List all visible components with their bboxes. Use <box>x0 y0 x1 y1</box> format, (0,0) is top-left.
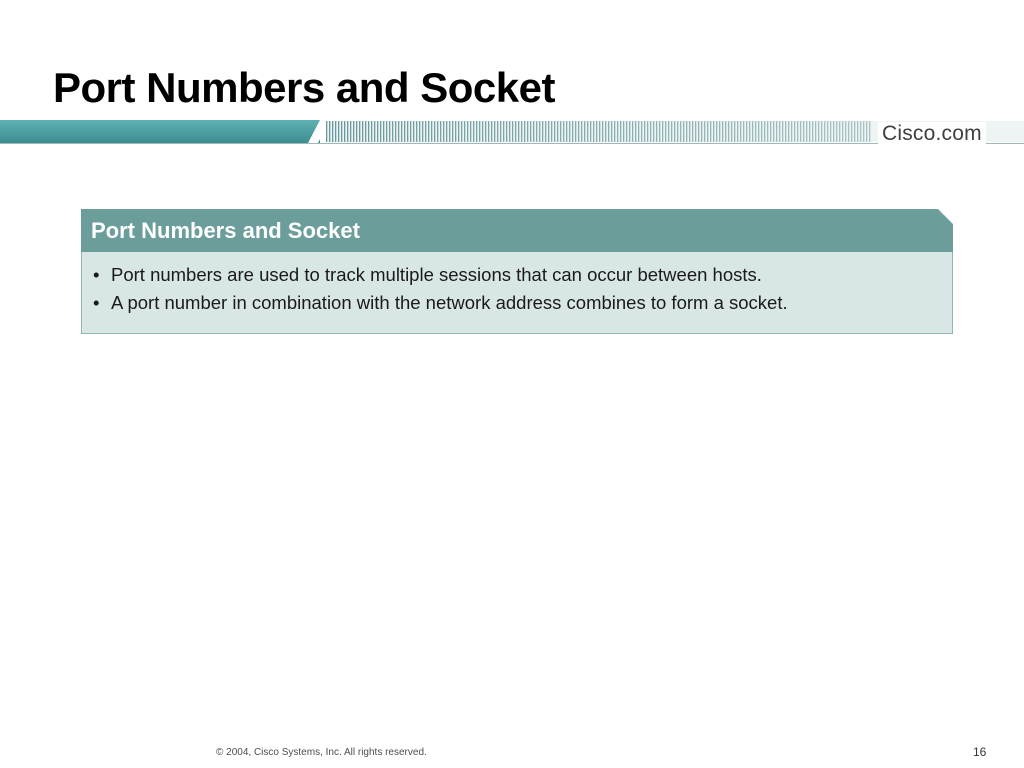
title-bar-stripe <box>587 121 588 142</box>
title-bar-stripe <box>647 121 648 142</box>
title-bar-stripe <box>602 121 603 142</box>
list-item-text: A port number in combination with the network address combines to form a socket. <box>111 292 788 313</box>
title-bar-stripe <box>434 121 435 142</box>
title-bar-stripe <box>473 121 474 142</box>
title-bar-stripe <box>626 121 627 142</box>
title-bar-stripe <box>686 121 687 142</box>
title-bar-stripe <box>440 121 441 142</box>
title-bar-stripe <box>446 121 447 142</box>
title-bar-stripe <box>368 121 369 142</box>
title-bar-stripe <box>536 121 537 142</box>
title-bar-stripe <box>605 121 606 142</box>
title-bar-stripe <box>464 121 465 142</box>
title-bar-stripe <box>611 121 612 142</box>
title-bar-stripe <box>371 121 372 142</box>
title-bar-stripe <box>632 121 633 142</box>
title-bar-stripe <box>866 121 867 142</box>
title-bar-stripe <box>692 121 693 142</box>
title-bar-stripe <box>410 121 411 142</box>
bullet-icon: • <box>93 292 100 313</box>
title-bar-stripe <box>737 121 738 142</box>
title-bar-stripe <box>869 121 870 142</box>
title-bar-stripe <box>749 121 750 142</box>
title-bar-stripe <box>812 121 813 142</box>
title-bar-stripe <box>548 121 549 142</box>
title-bar-stripe <box>761 121 762 142</box>
title-bar-stripe <box>494 121 495 142</box>
title-bar-stripe <box>455 121 456 142</box>
title-bar-stripe <box>578 121 579 142</box>
title-bar-stripe <box>623 121 624 142</box>
title-bar-stripe <box>638 121 639 142</box>
title-bar-stripe <box>563 121 564 142</box>
title-bar-stripe <box>461 121 462 142</box>
title-bar-stripe <box>728 121 729 142</box>
title-bar-stripe <box>599 121 600 142</box>
title-bar-stripe <box>716 121 717 142</box>
title-bar-stripe <box>542 121 543 142</box>
title-bar-stripe <box>722 121 723 142</box>
title-bar-stripe <box>725 121 726 142</box>
title-bar-stripe <box>845 121 846 142</box>
title-bar-stripe <box>839 121 840 142</box>
title-bar-stripe <box>734 121 735 142</box>
title-bar-stripe <box>764 121 765 142</box>
title-bar-stripe <box>809 121 810 142</box>
page-number: 16 <box>973 745 987 759</box>
title-bar-stripe <box>359 121 360 142</box>
title-bar-stripe <box>665 121 666 142</box>
slide-title: Port Numbers and Socket <box>53 64 555 111</box>
title-bar-stripe <box>506 121 507 142</box>
title-bar-stripe <box>380 121 381 142</box>
title-bar-stripe <box>815 121 816 142</box>
title-bar-stripe <box>575 121 576 142</box>
title-bar-stripe <box>713 121 714 142</box>
title-bar-stripe <box>653 121 654 142</box>
title-bar-stripe <box>782 121 783 142</box>
title-bar-stripe <box>608 121 609 142</box>
title-bar-stripe <box>362 121 363 142</box>
title-bar-stripe <box>560 121 561 142</box>
title-bar-stripe <box>395 121 396 142</box>
title-bar-stripe <box>338 121 339 142</box>
title-bar-stripe <box>488 121 489 142</box>
title-bar-stripe <box>818 121 819 142</box>
title-bar-stripe <box>512 121 513 142</box>
title-bar-stripe <box>554 121 555 142</box>
title-bar-stripe <box>833 121 834 142</box>
title-bar-stripe <box>530 121 531 142</box>
title-bar-stripe <box>524 121 525 142</box>
title-bar-stripe <box>719 121 720 142</box>
title-bar-stripe <box>401 121 402 142</box>
title-bar-stripe <box>758 121 759 142</box>
title-bar-stripe <box>770 121 771 142</box>
title-bar-stripe <box>776 121 777 142</box>
title-bar-stripe <box>797 121 798 142</box>
title-bar-stripe <box>641 121 642 142</box>
title-bar-stripe <box>854 121 855 142</box>
title-bar-stripe <box>701 121 702 142</box>
title-bar-stripe <box>740 121 741 142</box>
title-bar-stripe <box>353 121 354 142</box>
title-bar-stripe <box>674 121 675 142</box>
title-bar-stripe <box>788 121 789 142</box>
title-bar-stripe <box>398 121 399 142</box>
title-bar-stripe <box>860 121 861 142</box>
title-bar-stripe <box>452 121 453 142</box>
title-bar-stripe <box>791 121 792 142</box>
title-bar-stripe <box>614 121 615 142</box>
title-bar-stripe <box>527 121 528 142</box>
title-bar-stripe <box>842 121 843 142</box>
title-bar-stripe <box>386 121 387 142</box>
title-bar-stripe <box>425 121 426 142</box>
title-bar-stripe <box>707 121 708 142</box>
title-bar-stripe <box>671 121 672 142</box>
title-bar-stripe <box>428 121 429 142</box>
title-bar-stripe <box>377 121 378 142</box>
title-bar-stripe <box>581 121 582 142</box>
title-bar-stripe <box>491 121 492 142</box>
title-bar-stripe <box>593 121 594 142</box>
title-bar-stripe <box>695 121 696 142</box>
title-bar-stripe <box>383 121 384 142</box>
bullet-icon: • <box>93 264 100 285</box>
title-bar-stripe <box>827 121 828 142</box>
title-bar-stripe <box>767 121 768 142</box>
title-bar-stripe <box>356 121 357 142</box>
title-bar-stripe <box>677 121 678 142</box>
title-bar-stripe <box>731 121 732 142</box>
title-bar-stripe <box>443 121 444 142</box>
content-box-heading: Port Numbers and Socket <box>91 218 360 243</box>
title-bar-stripe <box>659 121 660 142</box>
footer-copyright: © 2004, Cisco Systems, Inc. All rights reserved. <box>216 747 427 758</box>
title-bar-stripe <box>851 121 852 142</box>
title-bar-stripe <box>863 121 864 142</box>
title-bar-stripe <box>374 121 375 142</box>
title-bar-stripe <box>773 121 774 142</box>
title-bar-stripe <box>656 121 657 142</box>
title-bar-stripe <box>743 121 744 142</box>
list-item <box>91 291 788 319</box>
title-bar-stripe <box>629 121 630 142</box>
title-bar-stripe <box>497 121 498 142</box>
title-bar-stripe <box>539 121 540 142</box>
title-bar-stripe <box>569 121 570 142</box>
title-bar-stripe <box>332 121 333 142</box>
title-bar-stripe <box>470 121 471 142</box>
title-bar-stripe <box>617 121 618 142</box>
title-bar-stripe <box>794 121 795 142</box>
title-bar-stripe <box>416 121 417 142</box>
title-bar-stripe <box>347 121 348 142</box>
title-bar-stripe <box>503 121 504 142</box>
title-bar-stripe <box>545 121 546 142</box>
title-bar-stripe <box>431 121 432 142</box>
title-bar-stripe <box>413 121 414 142</box>
title-bar-stripe <box>335 121 336 142</box>
title-bar-stripe <box>326 121 327 142</box>
list-item-text: Port numbers are used to track multiple sessions that can occur between hosts. <box>111 264 762 285</box>
title-bar-stripe <box>389 121 390 142</box>
title-bar-stripe <box>821 121 822 142</box>
title-bar-stripe <box>830 121 831 142</box>
title-bar-stripe <box>848 121 849 142</box>
title-bar-stripe <box>824 121 825 142</box>
title-bar-stripe <box>407 121 408 142</box>
title-bar-stripe <box>404 121 405 142</box>
title-bar-stripe <box>329 121 330 142</box>
title-bar-stripe <box>572 121 573 142</box>
title-bar-stripe <box>752 121 753 142</box>
title-bar-stripe <box>710 121 711 142</box>
title-bar-stripe <box>551 121 552 142</box>
title-bar-stripe <box>566 121 567 142</box>
title-bar-stripe <box>419 121 420 142</box>
title-bar-stripe <box>785 121 786 142</box>
title-bar-stripe <box>500 121 501 142</box>
title-bar-stripe <box>803 121 804 142</box>
bullet-list <box>91 263 788 319</box>
title-bar-stripe <box>836 121 837 142</box>
title-bar-stripe <box>449 121 450 142</box>
title-bar-stripe <box>635 121 636 142</box>
title-bar-stripe <box>476 121 477 142</box>
title-bar-stripe <box>521 121 522 142</box>
title-bar-stripe <box>515 121 516 142</box>
title-bar-stripe <box>533 121 534 142</box>
title-bar-stripe <box>509 121 510 142</box>
title-bar-stripe <box>392 121 393 142</box>
title-bar-stripe <box>680 121 681 142</box>
title-bar-stripe <box>746 121 747 142</box>
title-bar-stripe <box>350 121 351 142</box>
title-bar-stripe <box>482 121 483 142</box>
content-box <box>81 209 953 334</box>
title-bar-stripe <box>479 121 480 142</box>
title-bar-stripe <box>806 121 807 142</box>
title-bar-stripe <box>596 121 597 142</box>
title-bar-stripe <box>800 121 801 142</box>
title-bar-stripe <box>644 121 645 142</box>
title-bar-stripe <box>584 121 585 142</box>
list-item <box>91 263 788 291</box>
title-bar-stripe <box>704 121 705 142</box>
title-bar-stripe <box>467 121 468 142</box>
title-decoration-bar <box>0 118 1024 145</box>
title-bar-stripe <box>779 121 780 142</box>
title-bar-stripe <box>668 121 669 142</box>
title-bar-stripe <box>458 121 459 142</box>
title-bar-stripe <box>437 121 438 142</box>
title-bar-stripe <box>341 121 342 142</box>
title-bar-stripe <box>485 121 486 142</box>
title-bar-stripe <box>857 121 858 142</box>
title-bar-stripe <box>620 121 621 142</box>
cisco-logo-text: Cisco.com <box>878 122 986 146</box>
title-bar-stripe <box>650 121 651 142</box>
title-bar-stripe <box>662 121 663 142</box>
title-bar-stripe <box>590 121 591 142</box>
title-bar-stripe <box>344 121 345 142</box>
title-bar-stripe <box>683 121 684 142</box>
title-bar-stripe <box>755 121 756 142</box>
title-bar-stripe <box>557 121 558 142</box>
title-bar-stripe <box>422 121 423 142</box>
title-bar-stripe <box>518 121 519 142</box>
title-bar-stripe <box>365 121 366 142</box>
title-bar-stripe <box>698 121 699 142</box>
title-bar-stripe <box>689 121 690 142</box>
